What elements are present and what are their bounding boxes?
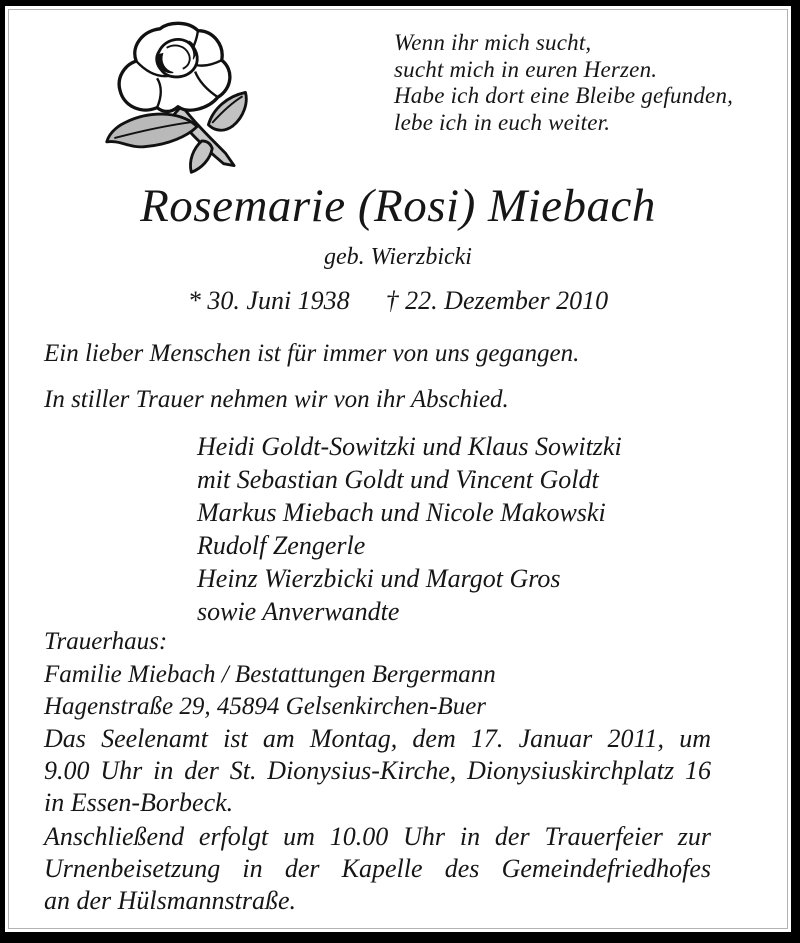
- seelenamt-line: 9.00 Uhr in der St. Dionysius-Kirche, Dionysiuskirchplatz 16: [44, 756, 711, 785]
- urnenbeisetzung-line: an der Hülsmannstraße.: [44, 886, 297, 915]
- mourner-line: sowie Anverwandte: [197, 597, 400, 626]
- death-date: † 22. Dezember 2010: [385, 286, 609, 315]
- intro-line-1: Ein lieber Menschen ist für immer von uns gegangen.: [44, 340, 580, 367]
- urnenbeisetzung-line: Anschließend erfolgt um 10.00 Uhr in der Trauerfeier zur: [44, 822, 711, 851]
- life-dates: [5, 286, 791, 316]
- mourners-list: [197, 430, 622, 628]
- intro-line-2: In stiller Trauer nehmen wir von ihr Abschied.: [44, 386, 509, 413]
- seelenamt-line: in Essen-Borbeck.: [44, 788, 234, 817]
- poem-line: Habe ich dort eine Bleibe gefunden,: [394, 83, 734, 108]
- mourner-line: Markus Miebach und Nicole Makowski: [197, 498, 606, 527]
- deceased-name: Rosemarie (Rosi) Miebach: [140, 180, 656, 232]
- mourner-line: mit Sebastian Goldt und Vincent Goldt: [197, 465, 599, 494]
- birth-date: * 30. Juni 1938: [187, 286, 350, 315]
- trauerhaus-label: Trauerhaus:: [44, 628, 168, 655]
- seelenamt-paragraph: [44, 723, 711, 819]
- seelenamt-line: Das Seelenamt ist am Montag, dem 17. Januar 2011, um: [44, 724, 711, 753]
- poem-line: Wenn ihr mich sucht,: [394, 30, 592, 55]
- trauerhaus-block: [44, 626, 496, 724]
- memorial-poem: [394, 30, 733, 136]
- mourner-line: Heinz Wierzbicki und Margot Gros: [197, 564, 561, 593]
- trauerhaus-address: Hagenstraße 29, 45894 Gelsenkirchen-Buer: [44, 693, 487, 720]
- urnenbeisetzung-paragraph: [44, 821, 711, 917]
- trauerhaus-family: Familie Miebach / Bestattungen Bergermann: [44, 660, 496, 688]
- mourner-line: Heidi Goldt-Sowitzki und Klaus Sowitzki: [197, 432, 622, 461]
- rose-icon: [102, 20, 254, 182]
- obituary-page: [5, 6, 791, 932]
- poem-line: lebe ich in euch weiter.: [394, 109, 611, 135]
- mourner-line: Rudolf Zengerle: [197, 531, 366, 560]
- poem-line: sucht mich in euren Herzen.: [394, 56, 658, 82]
- maiden-name: geb. Wierzbicki: [324, 244, 472, 270]
- urnenbeisetzung-line: Urnenbeisetzung in der Kapelle des Gemeindefriedhofes: [44, 854, 711, 883]
